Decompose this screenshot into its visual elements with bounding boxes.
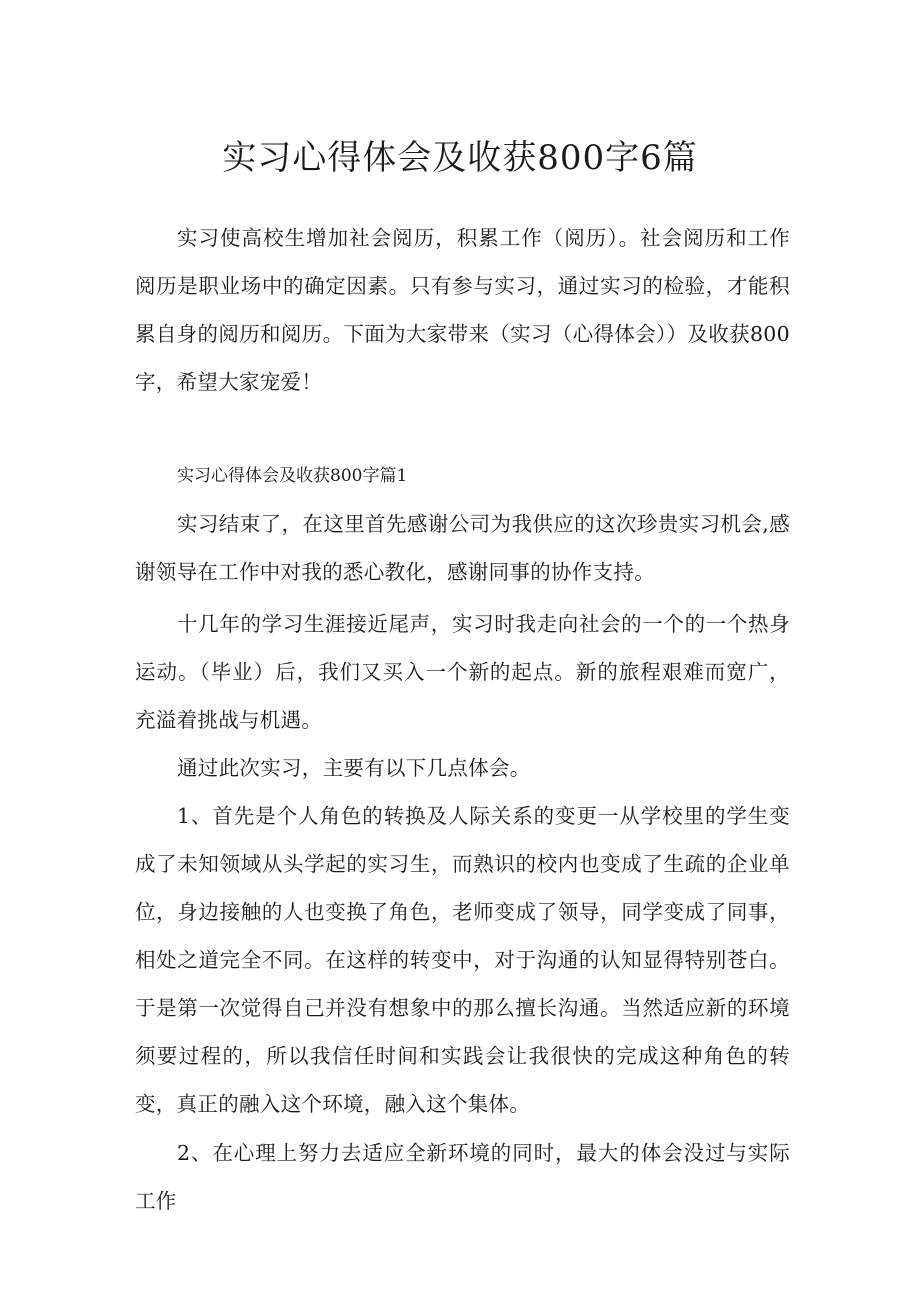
paragraph-2: 十几年的学习生涯接近尾声，实习时我走向社会的一个的一个热身运动。（毕业）后，我们又买入一个新的起点。新的旅程艰难而宽广，充溢着挑战与机遇。 — [135, 612, 790, 732]
section-heading: 实习心得体会及收获800字篇1 — [177, 466, 408, 486]
paragraph-5: 2、在心理上努力去适应全新环境的同时，最大的体会没过与实际工作 — [135, 1141, 790, 1213]
paragraph-4: 1、首先是个人角色的转换及人际关系的变更一从学校里的学生变成了未知领域从头学起的实习生，而熟识的校内也变成了生疏的企业单位，身边接触的人也变换了角色，老师变成了领导，同学变成了同事，相处之道完全不同。在这样的转变中，对于沟通的认知显得特别苍白。于是第一次觉得自己并没有想象中的那么擅长沟通。当然适应新的环境须要过程的，所以我信任时间和实践会让我很快的完成这种角色的转变，真正的融入这个环境，融入这个集体。 — [135, 804, 790, 1116]
document-title: 实习心得体会及收获800字6篇 — [222, 138, 698, 178]
intro-paragraph: 实习使高校生增加社会阅历，积累工作（阅历）。社会阅历和工作阅历是职业场中的确定因素。只有参与实习，通过实习的检验，才能积累自身的阅历和阅历。下面为大家带来（实习（心得体会））及收获800字，希望大家宠爱！ — [135, 226, 790, 394]
paragraph-1: 实习结束了，在这里首先感谢公司为我供应的这次珍贵实习机会,感谢领导在工作中对我的悉心教化，感谢同事的协作支持。 — [135, 512, 790, 584]
paragraph-3: 通过此次实习，主要有以下几点体会。 — [177, 756, 531, 780]
